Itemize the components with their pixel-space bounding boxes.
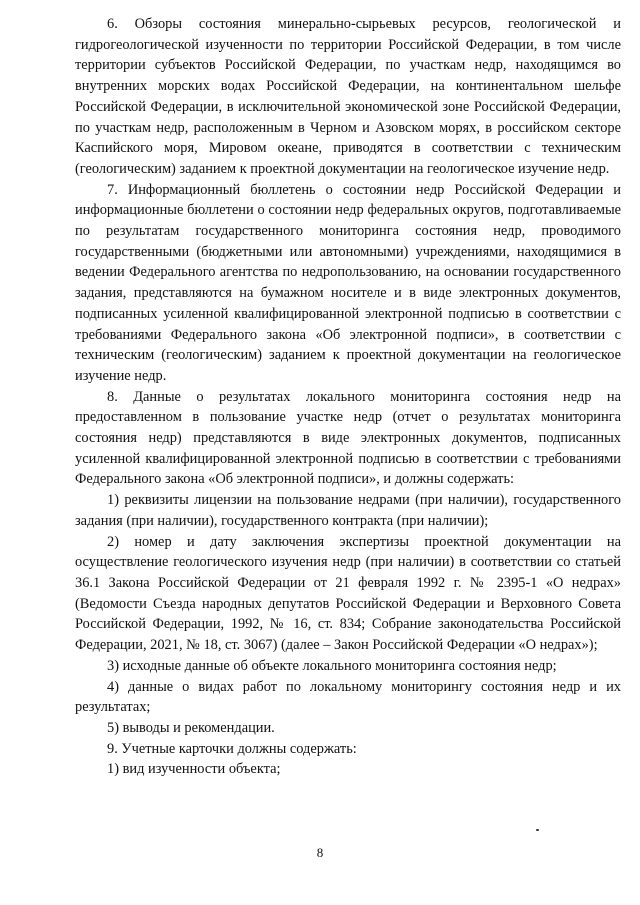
subitem-8-2: 2) номер и дату заключения экспертизы проектной документации на осуществление геологического изучения недр (при наличии) в соответствии со статьей 36.1 Закона Российской Федерации от 21 февраля 1992 г. № 2395-1 «О недрах» (Ведомости Съезда народных депутатов Российской Федерации и Верховного Совета Российской Федерации, 1992, № 16, ст. 834; Собрание законодательства Российской Федерации, 2021, № 18, ст. 3067) (далее – Закон Российской Федерации «О недрах»); — [75, 533, 621, 654]
paragraph-item-6: 6. Обзоры состояния минерально-сырьевых ресурсов, геологической и гидрогеологической изученности по территории Российской Федерации, в том числе территории субъектов Российской Федерации, по участкам недр, находящимся во внутренних морских водах Российской Федерации, на континентальном шельфе Российской Федерации, в исключительной экономической зоне Российской Федерации, по участкам недр, расположенным в Черном и Азовском морях, в российском секторе Каспийского моря, Мировом океане, приводятся в соответствии с техническим (геологическим) заданием к проектной документации на геологическое изучение недр. — [75, 16, 621, 177]
document-body — [75, 14, 621, 780]
paragraph-item-8: 8. Данные о результатах локального мониторинга состояния недр на предоставленном в пользование участке недр (отчет о результатах мониторинга состояния недр) представляются в виде электронных документов, подписанных усиленной квалифицированной электронной подписью в соответствии с требованиями Федерального закона «Об электронной подписи», и должны содержать: — [75, 388, 621, 488]
subitem-9-1: 1) вид изученности объекта; — [107, 761, 281, 778]
subitem-8-3: 3) исходные данные об объекте локального мониторинга состояния недр; — [107, 657, 557, 674]
subitem-8-5: 5) выводы и рекомендации. — [107, 719, 275, 736]
paragraph-item-9: 9. Учетные карточки должны содержать: — [107, 740, 357, 757]
scan-speck — [536, 829, 539, 831]
page-number: 8 — [316, 845, 324, 860]
subitem-8-1: 1) реквизиты лицензии на пользование недрами (при наличии), государственного задания (при наличии), государственного контракта (при наличии); — [75, 492, 621, 529]
subitem-8-4: 4) данные о видах работ по локальному мониторингу состояния недр и их результатах; — [75, 678, 621, 716]
paragraph-item-7: 7. Информационный бюллетень о состоянии недр Российской Федерации и информационные бюллетени о состоянии недр федеральных округов, подготавливаемые по результатам государственного мониторинга состояния недр, проводимого государственными (бюджетными или автономными) учреждениями, находящимися в ведении Федерального агентства по недропользованию, на основании государственного задания, представляются на бумажном носителе и в виде электронных документов, подписанных усиленной квалифицированной электронной подписью в соответствии с требованиями Федерального закона «Об электронной подписи», в соответствии с техническим (геологическим) заданием к проектной документации на геологическое изучение недр. — [75, 181, 621, 384]
